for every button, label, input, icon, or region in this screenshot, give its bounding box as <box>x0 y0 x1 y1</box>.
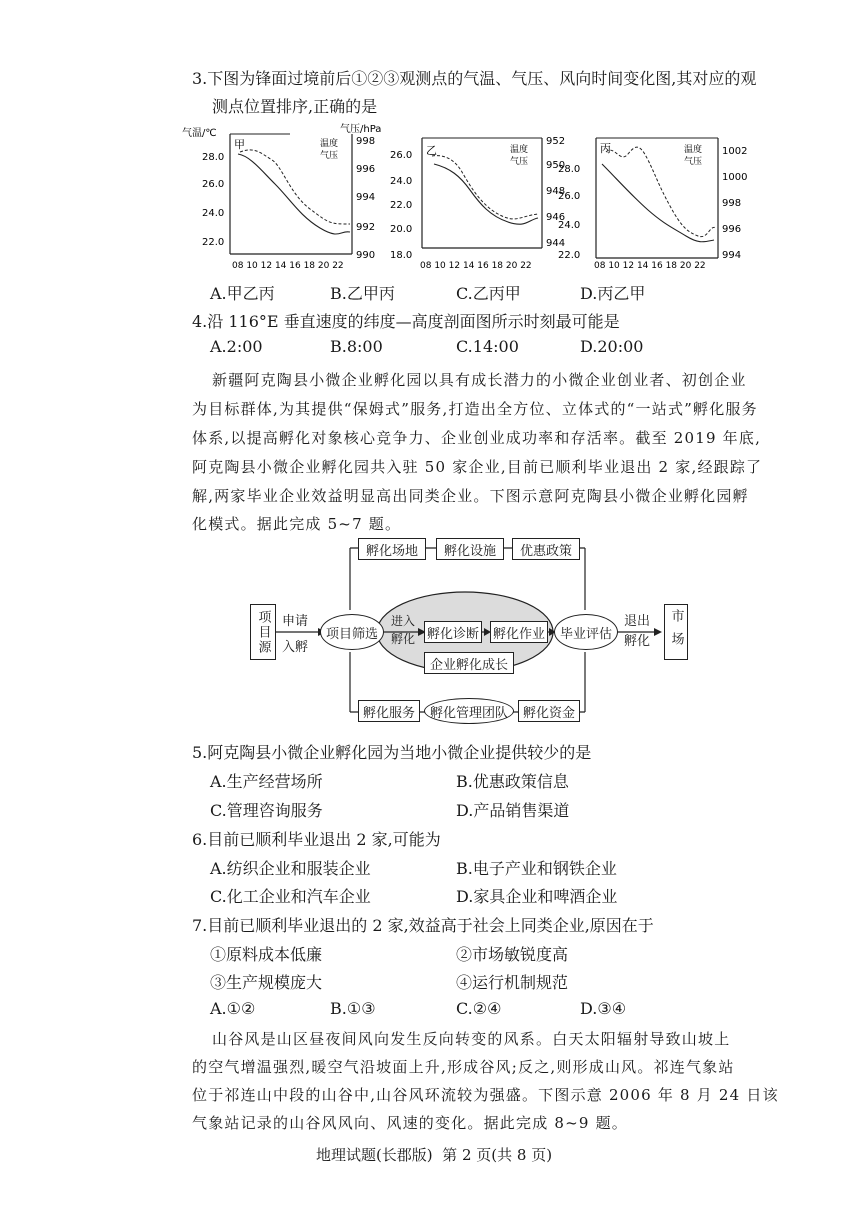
q7-item-1: ①原料成本低廉 <box>210 945 323 964</box>
box-incubation-diagnosis: 孵化诊断 <box>424 621 482 643</box>
ytick: 26.0 <box>202 179 225 190</box>
q7-option-d[interactable]: D.③④ <box>580 999 627 1018</box>
q5-line: 5.阿克陶县小微企业孵化园为当地小微企业提供较少的是 <box>192 743 592 762</box>
q5-option-d[interactable]: D.产品销售渠道 <box>456 801 570 820</box>
ytick-right: 994 <box>722 250 742 261</box>
q4-option-a[interactable]: A.2:00 <box>210 337 263 356</box>
ytick: 26.0 <box>558 191 581 202</box>
box-market: 市场 <box>664 604 688 660</box>
chart-panel-jia <box>182 123 381 271</box>
ytick: 24.0 <box>558 220 581 231</box>
xticks: 08 10 12 14 16 18 20 22 <box>232 261 344 271</box>
ytick-right: 994 <box>356 192 376 203</box>
q5-option-b[interactable]: B.优惠政策信息 <box>456 772 569 791</box>
legend-temp: 温度 <box>510 145 529 155</box>
weather-charts <box>180 124 748 274</box>
passage2-line: 气象站记录的山谷风风向、风速的变化。据此完成 8~9 题。 <box>192 1114 628 1132</box>
ytick: 22.0 <box>390 200 413 211</box>
box-incubation-funds: 孵化资金 <box>518 700 580 722</box>
oval-project-screening: 项目筛选 <box>320 614 384 650</box>
q7-item-2: ②市场敏锐度高 <box>456 945 569 964</box>
temp-axis-label: 气温/℃ <box>182 128 217 139</box>
passage1-line: 体系,以提高孵化对象核心竞争力、企业创业成功率和存活率。截至 2019 年底, <box>192 429 762 447</box>
panel-name-jia: 甲 <box>234 138 245 151</box>
passage1-line: 化模式。据此完成 5~7 题。 <box>192 515 402 533</box>
legend-press: 气压 <box>320 151 339 161</box>
q6-option-a[interactable]: A.纺织企业和服装企业 <box>210 859 371 878</box>
ytick-right: 996 <box>356 164 376 175</box>
ytick-right: 946 <box>546 212 566 223</box>
box-project-source: 项目源 <box>250 604 276 660</box>
box-incubation-facility: 孵化设施 <box>436 538 504 560</box>
chart-panel-yi <box>390 136 565 271</box>
ytick-right: 948 <box>546 186 566 197</box>
ytick-right: 1000 <box>722 172 748 183</box>
q7-item-3: ③生产规模庞大 <box>210 973 323 992</box>
ytick-right: 998 <box>722 198 742 209</box>
q6-option-c[interactable]: C.化工企业和汽车企业 <box>210 887 371 906</box>
label-enter-incubation: 入孵 <box>282 640 309 655</box>
q3-option-c[interactable]: C.乙丙甲 <box>456 284 521 303</box>
page-footer: 地理试题(长郡版) 第 2 页(共 8 页) <box>315 1146 553 1164</box>
ytick: 22.0 <box>202 237 225 248</box>
passage2-line: 的空气增温强烈,暖空气沿坡面上升,形成谷风;反之,则形成山风。祁连气象站 <box>192 1058 735 1076</box>
ytick-right: 950 <box>546 160 566 171</box>
label-enter: 进入 <box>391 614 416 628</box>
ytick-right: 998 <box>356 136 376 147</box>
q7-option-b[interactable]: B.①③ <box>330 999 376 1018</box>
passage1-line: 为目标群体,为其提供“保姆式”服务,打造出全方位、立体式的“一站式”孵化服务 <box>192 400 758 418</box>
ytick: 18.0 <box>390 250 413 261</box>
q3-line2: 测点位置排序,正确的是 <box>212 97 378 116</box>
label-apply: 申请 <box>282 614 309 629</box>
q3-line1: 3.下图为锋面过境前后①②③观测点的气温、气压、风向时间变化图,其对应的观 <box>192 69 757 88</box>
q3-option-a[interactable]: A.甲乙丙 <box>210 284 275 303</box>
q4-option-c[interactable]: C.14:00 <box>456 337 519 356</box>
ytick-right: 952 <box>546 136 566 147</box>
passage1-line: 新疆阿克陶县小微企业孵化园以具有成长潜力的小微企业创业者、初创企业 <box>212 371 747 389</box>
ytick-right: 996 <box>722 224 742 235</box>
panel-name-bing: 丙 <box>600 142 611 155</box>
ytick: 28.0 <box>558 164 581 175</box>
pressure-line <box>602 164 714 242</box>
passage1-line: 解,两家毕业企业效益明显高出同类企业。下图示意阿克陶县小微企业孵化园孵 <box>192 487 749 505</box>
legend-press: 气压 <box>684 157 703 167</box>
press-axis-label: 气压/hPa <box>340 124 382 135</box>
pressure-line <box>238 154 350 234</box>
passage2-line: 位于祁连山中段的山谷中,山谷风环流较为强盛。下图示意 2006 年 8 月 24 日该 <box>192 1086 779 1104</box>
q7-option-c[interactable]: C.②④ <box>456 999 502 1018</box>
passage2-line: 山谷风是山区昼夜间风向发生反向转变的风系。白天太阳辐射导致山坡上 <box>212 1030 731 1048</box>
box-incubation-operation: 孵化作业 <box>490 621 548 643</box>
ytick: 22.0 <box>558 250 581 261</box>
legend-temp: 温度 <box>684 145 703 155</box>
q4-option-b[interactable]: B.8:00 <box>330 337 383 356</box>
xticks: 08 10 12 14 16 18 20 22 <box>420 261 532 271</box>
ytick-right: 1002 <box>722 146 748 157</box>
ytick-right: 944 <box>546 238 566 249</box>
q4-option-d[interactable]: D.20:00 <box>580 337 644 356</box>
ytick: 24.0 <box>390 176 413 187</box>
q6-line: 6.目前已顺利毕业退出 2 家,可能为 <box>192 830 441 849</box>
box-enterprise-growth: 企业孵化成长 <box>424 652 514 674</box>
box-incubation-site: 孵化场地 <box>358 538 426 560</box>
ytick-right: 992 <box>356 222 376 233</box>
ytick: 28.0 <box>202 152 225 163</box>
q3-option-b[interactable]: B.乙甲丙 <box>330 284 395 303</box>
q5-option-a[interactable]: A.生产经营场所 <box>210 772 323 791</box>
passage1-line: 阿克陶县小微企业孵化园共入驻 50 家企业,目前已顺利毕业退出 2 家,经跟踪了 <box>192 458 763 476</box>
panel-name-yi: 乙 <box>426 144 437 157</box>
legend-press: 气压 <box>510 157 529 167</box>
pressure-line <box>434 164 538 224</box>
ytick: 20.0 <box>390 224 413 235</box>
ytick: 26.0 <box>390 150 413 161</box>
q7-option-a[interactable]: A.①② <box>210 999 256 1018</box>
q3-option-d[interactable]: D.丙乙甲 <box>580 284 646 303</box>
q5-option-c[interactable]: C.管理咨询服务 <box>210 801 323 820</box>
box-preferential-policy: 优惠政策 <box>512 538 580 560</box>
ytick-right: 990 <box>356 250 376 261</box>
oval-management-team: 孵化管理团队 <box>424 698 514 724</box>
q7-item-4: ④运行机制规范 <box>456 973 569 992</box>
label-incubate: 孵化 <box>391 632 416 646</box>
xticks: 08 10 12 14 16 18 20 22 <box>594 261 706 271</box>
q4-line: 4.沿 116°E 垂直速度的纬度—高度剖面图所示时刻最可能是 <box>192 312 620 331</box>
label-exit-incubation: 孵化 <box>624 634 651 649</box>
q6-option-d[interactable]: D.家具企业和啤酒企业 <box>456 887 618 906</box>
legend-temp: 温度 <box>320 139 339 149</box>
chart-panel-bing <box>558 138 747 271</box>
box-incubation-service: 孵化服务 <box>358 700 420 722</box>
label-exit: 退出 <box>624 614 651 629</box>
oval-graduation-assessment: 毕业评估 <box>554 614 618 650</box>
q6-option-b[interactable]: B.电子产业和钢铁企业 <box>456 859 617 878</box>
q7-line: 7.目前已顺利毕业退出的 2 家,效益高于社会上同类企业,原因在于 <box>192 916 654 935</box>
ytick: 24.0 <box>202 208 225 219</box>
